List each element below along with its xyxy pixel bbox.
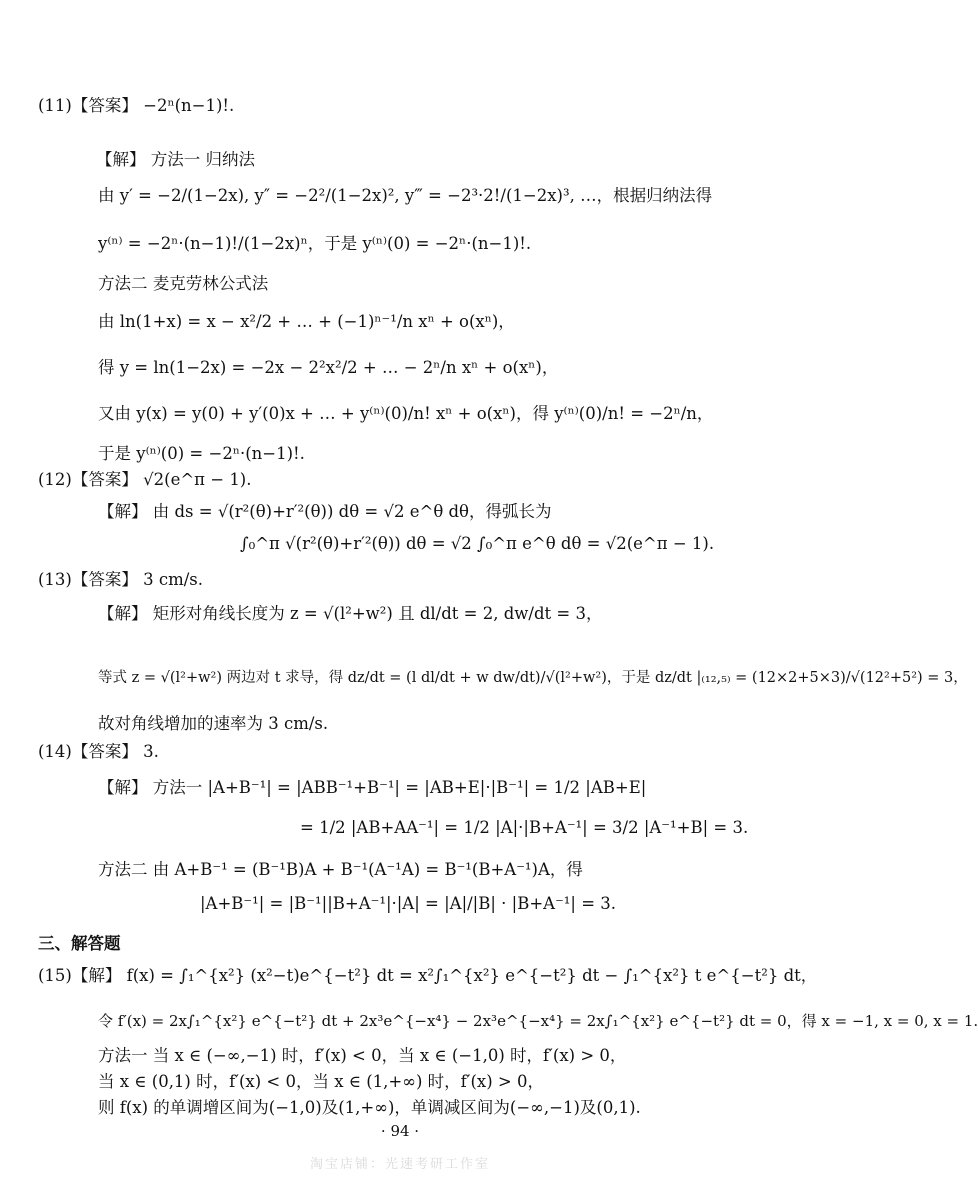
solution-15-line-2: 令 f′(x) = 2x∫₁^{x²} e^{−t²} dt + 2x³e^{−x⁴} − 2x³e^{−x⁴} = 2x∫₁^{x²} e^{−t²} dt = 0，得 x = −1, x = 0, x = 1. (98, 1012, 978, 1030)
solution-13-line-2: 等式 z = √(l²+w²) 两边对 t 求导，得 dz/dt = (l dl/dt + w dw/dt)/√(l²+w²)，于是 dz/dt |₍₁₂,₅₎ = (12×2+5×3)/√(12²+5²) = 3， (98, 670, 968, 686)
page-number: · 94 · (380, 1122, 420, 1140)
solution-11-line-3: 由 ln(1+x) = x − x²/2 + … + (−1)ⁿ⁻¹/n xⁿ + o(xⁿ)， (98, 312, 515, 331)
solution-12-line-1: 【解】 由 ds = √(r²(θ)+r′²(θ)) dθ = √2 e^θ dθ，得弧长为 (98, 502, 552, 521)
solution-14-line-4: |A+B⁻¹| = |B⁻¹||B+A⁻¹|·|A| = |A|/|B| · |B+A⁻¹| = 3. (200, 894, 617, 913)
solution-14-line-2: = 1/2 |AB+AA⁻¹| = 1/2 |A|·|B+A⁻¹| = 3/2 |A⁻¹+B| = 3. (300, 818, 749, 837)
answer-13: (13)【答案】 3 cm/s. (38, 570, 204, 589)
solution-15-line-4: 当 x ∈ (0,1) 时，f′(x) < 0，当 x ∈ (1,+∞) 时，f′(x) > 0， (98, 1072, 544, 1091)
solution-15-line-3: 方法一 当 x ∈ (−∞,−1) 时，f′(x) < 0，当 x ∈ (−1,0) 时，f′(x) > 0， (98, 1046, 627, 1065)
watermark-text: 淘宝店铺：光速考研工作室 (309, 1157, 490, 1172)
solution-15-line-1: (15)【解】 f(x) = ∫₁^{x²} (x²−t)e^{−t²} dt = x²∫₁^{x²} e^{−t²} dt − ∫₁^{x²} t e^{−t²} dt， (38, 966, 818, 985)
answer-11: (11)【答案】 −2ⁿ(n−1)!. (38, 96, 235, 115)
solution-11-method-2: 方法二 麦克劳林公式法 (98, 274, 269, 293)
solution-11-line-6: 于是 y⁽ⁿ⁾(0) = −2ⁿ·(n−1)!. (98, 444, 305, 463)
solution-12-line-2: ∫₀^π √(r²(θ)+r′²(θ)) dθ = √2 ∫₀^π e^θ dθ = √2(e^π − 1). (240, 534, 715, 553)
solution-11-line-1: 由 y′ = −2/(1−2x), y″ = −2²/(1−2x)², y‴ = −2³·2!/(1−2x)³, …，根据归纳法得 (98, 186, 713, 205)
solution-11-heading: 【解】 方法一 归纳法 (96, 150, 255, 169)
solution-13-line-1: 【解】 矩形对角线长度为 z = √(l²+w²) 且 dl/dt = 2, dw/dt = 3， (98, 604, 603, 623)
solution-11-line-5: 又由 y(x) = y(0) + y′(0)x + … + y⁽ⁿ⁾(0)/n! xⁿ + o(xⁿ)，得 y⁽ⁿ⁾(0)/n! = −2ⁿ/n， (98, 404, 714, 423)
answer-12: (12)【答案】 √2(e^π − 1). (38, 470, 252, 489)
solution-11-line-4: 得 y = ln(1−2x) = −2x − 2²x²/2 + … − 2ⁿ/n xⁿ + o(xⁿ)， (98, 358, 559, 377)
section-3-heading: 三、解答题 (38, 934, 121, 953)
solution-13-line-3: 故对角线增加的速率为 3 cm/s. (98, 714, 329, 733)
solution-15-line-5: 则 f(x) 的单调增区间为(−1,0)及(1,+∞)，单调减区间为(−∞,−1)及(0,1). (98, 1098, 641, 1117)
answer-14: (14)【答案】 3. (38, 742, 159, 761)
solution-14-line-3: 方法二 由 A+B⁻¹ = (B⁻¹B)A + B⁻¹(A⁻¹A) = B⁻¹(B+A⁻¹)A，得 (98, 860, 583, 879)
solution-11-line-2: y⁽ⁿ⁾ = −2ⁿ·(n−1)!/(1−2x)ⁿ，于是 y⁽ⁿ⁾(0) = −2ⁿ·(n−1)!. (98, 234, 532, 253)
solution-14-line-1: 【解】 方法一 |A+B⁻¹| = |ABB⁻¹+B⁻¹| = |AB+E|·|B⁻¹| = 1/2 |AB+E| (98, 778, 647, 797)
